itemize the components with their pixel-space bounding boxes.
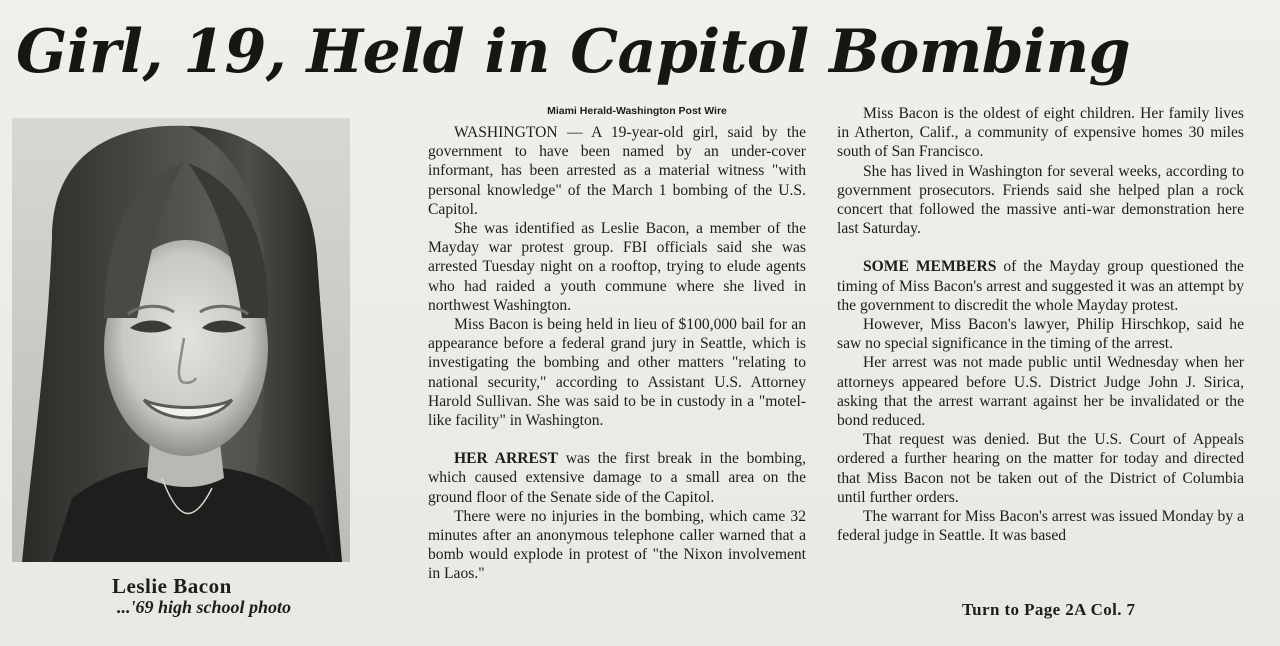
- paragraph: That request was denied. But the U.S. Court of Appeals ordered a further hearing on the matter for today and directed that Miss Bacon not be taken out of the District of Columbia until further orders.: [837, 431, 1244, 506]
- paragraph-text: was the first break in the bombing, which caused extensive damage to a small area on the ground floor of the Senate side of the Capitol.: [428, 450, 806, 506]
- paragraph: Miss Bacon is being held in lieu of $100,000 bail for an appearance before a federal grand jury in Seattle, which is investigating the bombing and other matters "relating to national security," according to Assistant U.S. Attorney Harold Sullivan. She was said to be in custody in a "motel-like facility" in Washington.: [428, 316, 806, 430]
- photo-caption-name: Leslie Bacon: [112, 574, 232, 598]
- paragraph: The warrant for Miss Bacon's arrest was issued Monday by a federal judge in Seattle. It was based: [837, 508, 1244, 545]
- paragraph: Miss Bacon is the oldest of eight children. Her family lives in Atherton, Calif., a community of expensive homes 30 miles south of San Francisco.: [837, 105, 1244, 161]
- paragraph: [837, 257, 1244, 315]
- photo-caption-subtitle: ...'69 high school photo: [117, 597, 292, 617]
- paragraph: WASHINGTON — A 19-year-old girl, said by the government to have been named by an under-cover informant, has been arrested as a material witness "with personal knowledge" of the March 1 bombing of the U.S. Capitol.: [428, 124, 806, 218]
- headline: Girl, 19, Held in Capitol Bombing: [16, 17, 1131, 87]
- paragraph-text: of the Mayday group questioned the timing of Miss Bacon's arrest and suggested it was an attempt by the government to discredit the whole Mayday protest.: [837, 258, 1244, 314]
- paragraph: She was identified as Leslie Bacon, a member of the Mayday war protest group. FBI officials said she was arrested Tuesday night on a rooftop, trying to elude agents who had raided a youth commune where she lived in northwest Washington.: [428, 220, 806, 314]
- paragraph-lead-in: HER ARREST: [454, 450, 558, 468]
- paragraph-lead-in: SOME MEMBERS: [863, 258, 997, 276]
- paragraph: Her arrest was not made public until Wednesday when her attorneys appeared before U.S. District Judge John J. Sirica, asking that the arrest warrant against her be invalidated or the bond reduced.: [837, 354, 1244, 430]
- article-column-1: [428, 104, 806, 584]
- paragraph: She has lived in Washington for several weeks, according to government prosecutors. Friends said she helped plan a rock concert that followed the massive anti-war demonstration here last Saturday.: [837, 162, 1244, 238]
- byline: Miami Herald-Washington Post Wire: [547, 105, 727, 117]
- portrait-image: [12, 118, 350, 562]
- continued-on-jump-line: Turn to Page 2A Col. 7: [962, 600, 1136, 619]
- paragraph: However, Miss Bacon's lawyer, Philip Hirschkop, said he saw no special significance in the timing of the arrest.: [837, 316, 1244, 353]
- paragraph: [428, 449, 806, 507]
- paragraph: There were no injuries in the bombing, which came 32 minutes after an anonymous telephone caller warned that a bomb would explode in protest of "the Nixon involvement in Laos.": [428, 507, 806, 583]
- article-column-2: [837, 104, 1244, 545]
- paragraph-gap: [428, 430, 806, 449]
- paragraph-gap: [837, 238, 1244, 257]
- portrait-photo: [12, 118, 350, 562]
